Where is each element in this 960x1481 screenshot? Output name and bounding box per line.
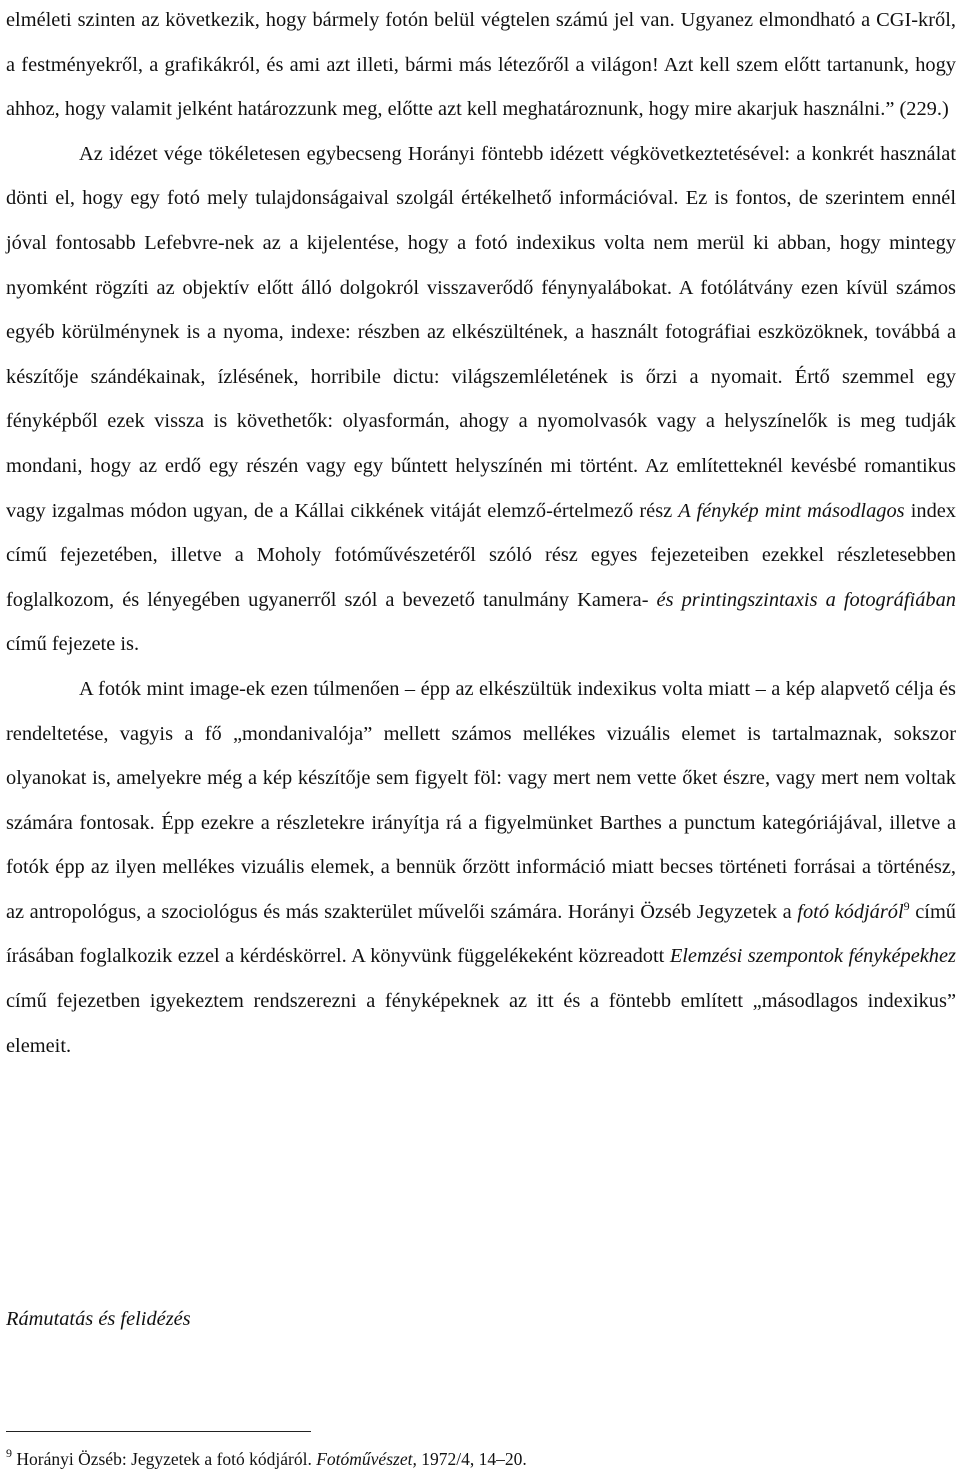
paragraph-text: Az idézet vége tökéletesen egybecseng Horányi föntebb idézett végkövetkeztetésével: a konkrét használat dönti el, hogy egy fotó mely tulajdonságaival szolgál értékelhető információval. Ez is fontos, de szerintem ennél jóval fontosabb Lefebvre-nek az a kijelentése, hogy a fotó indexikus volta nem merül ki abban, hogy mintegy nyomként rögzíti az objektív előtt álló dolgokról visszaverődő fénynyalábokat. A fotólátvány ezen kívül számos egyéb körülménynek is a nyoma, indexe: részben az elkészültének, a használt fotográfiai eszközöknek, továbbá a készítője szándékainak, ízlésének, horribile dictu: világszemléletének is őrzi a nyomait. Értő szemmel egy fényképből ezek vissza is követhetők: olyasformán, ahogy a nyomolvasók vagy a helyszínelők is meg tudják mondani, hogy az erdő egy részén vagy egy bűntett helyszínén mi történt. Az említetteknél kevésbé romantikus vagy izgalmas módon ugyan, de a Kállai cikkének vitáját elemző-értelmező rész [6, 142, 956, 522]
quote-text: elméleti szinten az következik, hogy bármely fotón belül végtelen számú jel van. Ugyanez elmondható a CGI-kről, a festményekről, a grafikákról, és ami azt illeti, bármi más létezőről a világon! Azt kell szem előtt tartanunk, hogy ahhoz, hogy valamit jelként határozzunk meg, előtte azt kell meghatároznunk, hogy mire akarjuk használni.” (229.) [6, 9, 956, 121]
footnote-text: 1972/4, 14–20. [416, 1449, 527, 1469]
paragraph-text: című írásában foglalkozik ezzel a kérdéskörrel. A könyvünk függelékeként közreadott [6, 900, 956, 968]
quote-continuation [6, 0, 956, 132]
document-page [6, 0, 956, 1068]
footnote-number: 9 [6, 1446, 12, 1460]
work-title-italic: fotó kódjáról [797, 900, 904, 923]
footnote-separator [6, 1431, 311, 1432]
paragraph-text: A fotók mint image-ek ezen túlmenően – épp az elkészültük indexikus volta miatt – a kép alapvető célja és rendeltetése, vagyis a fő „mondanivalója” mellett számos mellékes vizuális elemet is tartalmaznak, sokszor olyanokat is, amelyekre még a kép készítője sem figyelt föl: vagy mert nem vette őket észre, vagy mert nem voltak számára fontosak. Épp ezekre a részletekre irányítja rá a figyelmünket Barthes a punctum kategóriájával, illetve a fotók épp az ilyen mellékes vizuális elemek, a bennük őrzött információ miatt becses történeti forrásai a történész, az antropológus, a szociológus és más szakterület művelői számára. Horányi Özséb Jegyzetek a [6, 677, 956, 923]
chapter-title-italic: - és printingszintaxis a fotográfiában [641, 588, 956, 611]
work-title-italic: Elemzési szempontok fényképekhez [669, 945, 956, 968]
chapter-title-italic: A fénykép mint másodlagos [678, 499, 905, 522]
paragraph-text: című fejezetben igyekeztem rendszerezni a fényképeknek az itt és a föntebb említett „másodlagos indexikus” elemeit. [6, 990, 956, 1057]
journal-title-italic: Fotóművészet, [316, 1449, 417, 1469]
footnote [6, 1446, 527, 1470]
section-heading: Rámutatás és felidézés [6, 1308, 191, 1330]
paragraph-text: című fejezete is. [6, 633, 140, 656]
body-paragraph [6, 667, 956, 1068]
footnote-reference[interactable]: 9 [903, 898, 910, 913]
body-paragraph [6, 132, 956, 667]
footnote-text: Horányi Özséb: Jegyzetek a fotó kódjáról. [12, 1449, 317, 1469]
paragraph-text: index című fejezetében, illetve a Moholy fotóművészetéről szóló rész egyes fejezeteiben ezekkel részletesebben foglalkozom, és lényegében ugyanerről szól a bevezető tanulmány Kamera [6, 499, 957, 611]
